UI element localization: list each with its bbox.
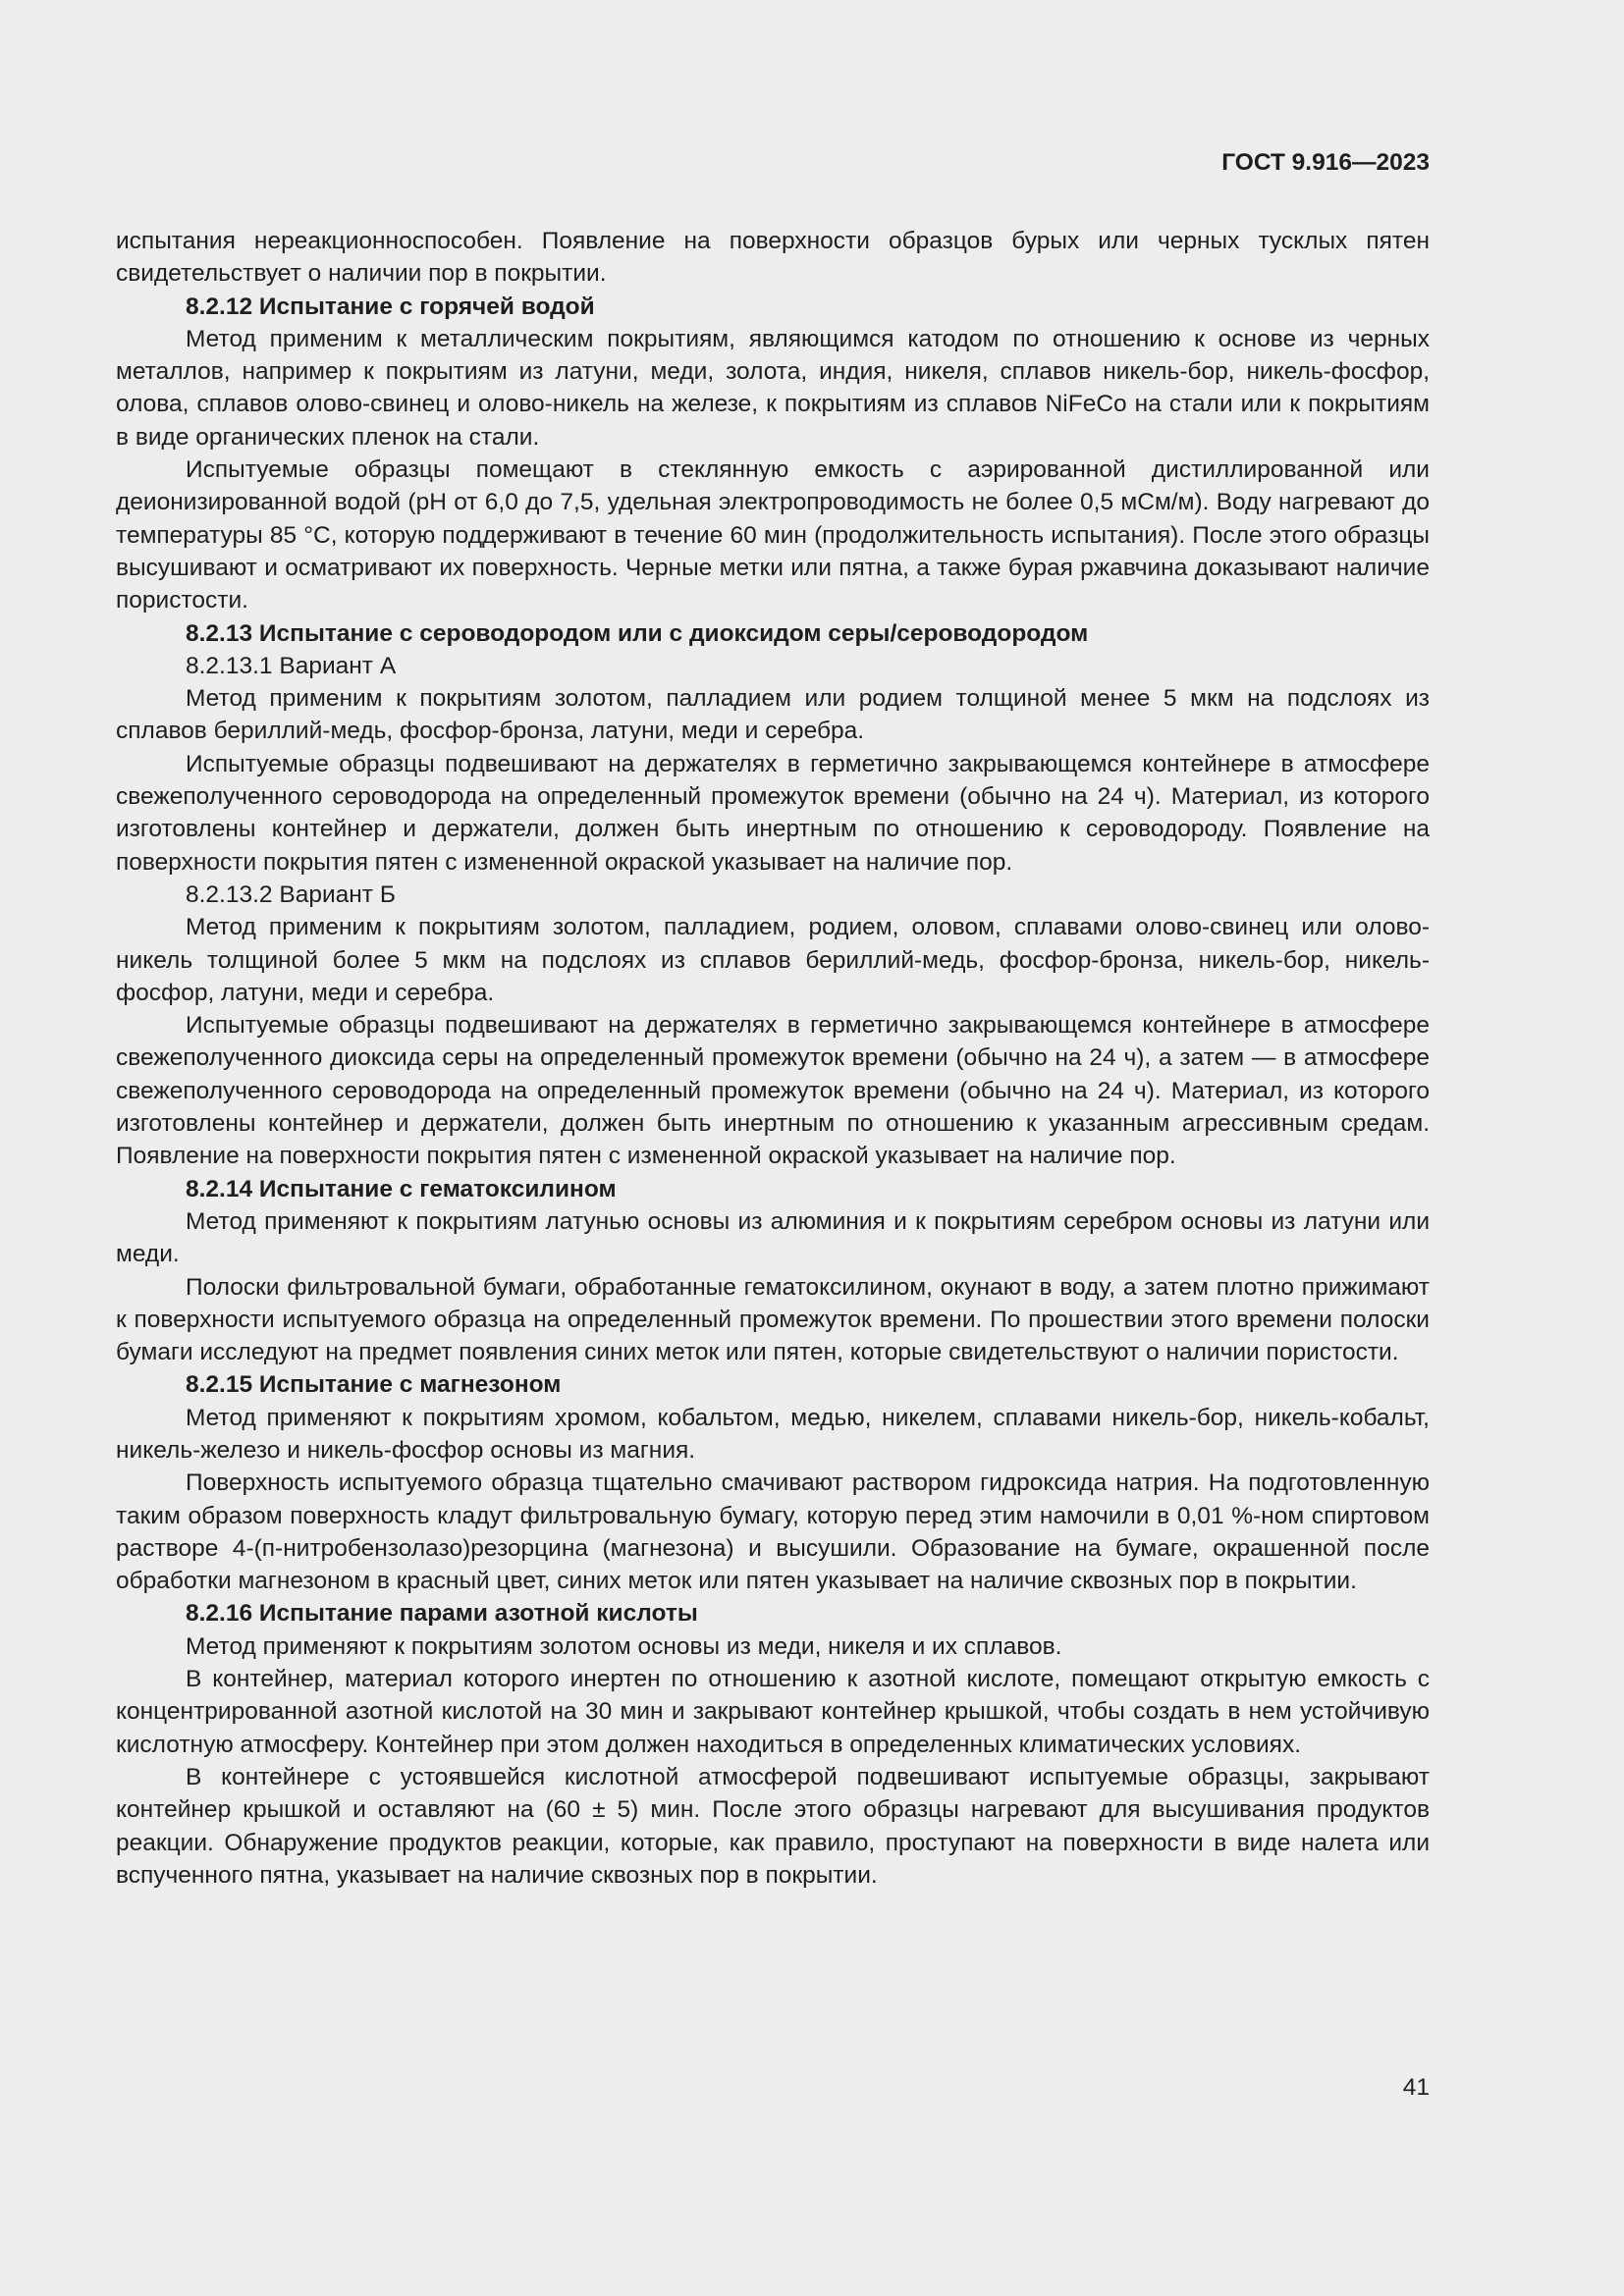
paragraph: В контейнере с устоявшейся кислотной атмосферой подвешивают испытуемые образцы, закрывают контейнер крышкой и оставляют на (60 ± 5) мин. После этого образцы нагревают для высушивания продуктов реакции. Обнаружение продуктов реакции, которые, как правило, проступают на поверхности в виде налета или вспученного пятна, указывает на наличие сквозных пор в покрытии. — [116, 1763, 1430, 1889]
paragraph: Полоски фильтровальной бумаги, обработанные гематоксилином, окунают в воду, а затем плотно прижимают к поверхности испытуемого образца на определенный промежуток времени. По прошествии этого времени полоски бумаги исследуют на предмет появления синих меток или пятен, которые свидетельствуют о наличии пористости. — [116, 1273, 1430, 1366]
subsection-heading-8-2-13-2: 8.2.13.2 Вариант Б — [186, 881, 396, 908]
paragraph: Поверхность испытуемого образца тщательно смачивают раствором гидроксида натрия. На подготовленную таким образом поверхность кладут фильтровальную бумагу, которую перед этим намочили в 0,01 %-ном спиртовом растворе 4-(п-нитробензолазо)резорцина (магнезона) и высушили. Образование на бумаге, окрашенной после обработки магнезоном в красный цвет, синих меток или пятен указывает на наличие сквозных пор в покрытии. — [116, 1469, 1430, 1595]
subsection-heading-8-2-13-1: 8.2.13.1 Вариант А — [186, 652, 397, 679]
section-heading-8-2-12: 8.2.12 Испытание с горячей водой — [186, 293, 595, 320]
paragraph: Испытуемые образцы подвешивают на держателях в герметично закрывающемся контейнере в атмосфере свежеполученного сероводорода на определенный промежуток времени (обычно на 24 ч). Материал, из которого изготовлены контейнер и держатели, должен быть инертным по отношению к сероводороду. Появление на поверхности покрытия пятен с измененной окраской указывает на наличие пор. — [116, 750, 1430, 876]
paragraph: В контейнер, материал которого инертен по отношению к азотной кислоте, помещают открытую емкость с концентрированной азотной кислотой на 30 мин и закрывают контейнер крышкой, чтобы создать в нем устойчивую кислотную атмосферу. Контейнер при этом должен находиться в определенных климатических условиях. — [116, 1666, 1430, 1758]
paragraph: Метод применим к покрытиям золотом, палладием или родием толщиной менее 5 мкм на подслоях из сплавов бериллий-медь, фосфор-бронза, латуни, меди и серебра. — [116, 685, 1430, 745]
section-heading-8-2-16: 8.2.16 Испытание парами азотной кислоты — [186, 1600, 698, 1628]
paragraph: Метод применяют к покрытиям золотом основы из меди, никеля и их сплавов. — [186, 1632, 1062, 1660]
paragraph: Метод применим к металлическим покрытиям, являющимся катодом по отношению к основе из черных металлов, например к покрытиям из латуни, меди, золота, индия, никеля, сплавов никель-бор, никель-фосфор, олова, сплавов олово-свинец и олово-никель на железе, к покрытиям из сплавов NiFeCo на стали или к покрытиям в виде органических пленок на стали. — [116, 325, 1430, 451]
paragraph: Метод применяют к покрытиям хромом, кобальтом, медью, никелем, сплавами никель-бор, никель-кобальт, никель-железо и никель-фосфор основы из магния. — [116, 1404, 1430, 1464]
paragraph-continuation: испытания нереакционноспособен. Появление на поверхности образцов бурых или черных тусклых пятен свидетельствует о наличии пор в покрытии. — [116, 228, 1430, 288]
paragraph: Метод применяют к покрытиям латунью основы из алюминия и к покрытиям серебром основы из латуни или меди. — [116, 1207, 1430, 1268]
page-number: 41 — [1402, 2074, 1430, 2101]
paragraph: Испытуемые образцы помещают в стеклянную емкость с аэрированной дистиллированной или деионизированной водой (рН от 6,0 до 7,5, удельная электропроводимость не более 0,5 мСм/м). Воду нагревают до температуры 85 °С, которую поддерживают в течение 60 мин (продолжительность испытания). После этого образцы высушивают и осматривают их поверхность. Черные метки или пятна, а также бурая ржавчина доказывают наличие пористости. — [116, 456, 1430, 614]
section-heading-8-2-13: 8.2.13 Испытание с сероводородом или с диоксидом серы/сероводородом — [186, 619, 1089, 647]
document-id-header: ГОСТ 9.916—2023 — [1221, 149, 1430, 176]
paragraph: Испытуемые образцы подвешивают на держателях в герметично закрывающемся контейнере в атмосфере свежеполученного диоксида серы на определенный промежуток времени (обычно на 24 ч), а затем — в атмосфере свежеполученного сероводорода на определенный промежуток времени (обычно на 24 ч). Материал, из которого изготовлены контейнер и держатели, должен быть инертным по отношению к указанным агрессивным средам. Появление на поверхности покрытия пятен с измененной окраской указывает на наличие пор. — [116, 1012, 1430, 1170]
page-body — [116, 225, 1430, 1892]
section-heading-8-2-15: 8.2.15 Испытание с магнезоном — [186, 1371, 562, 1399]
section-heading-8-2-14: 8.2.14 Испытание с гематоксилином — [186, 1175, 617, 1202]
paragraph: Метод применим к покрытиям золотом, палладием, родием, оловом, сплавами олово-свинец или олово-никель толщиной более 5 мкм на подслоях из сплавов бериллий-медь, фосфор-бронза, никель-бор, никель-фосфор, латуни, меди и серебра. — [116, 914, 1430, 1006]
